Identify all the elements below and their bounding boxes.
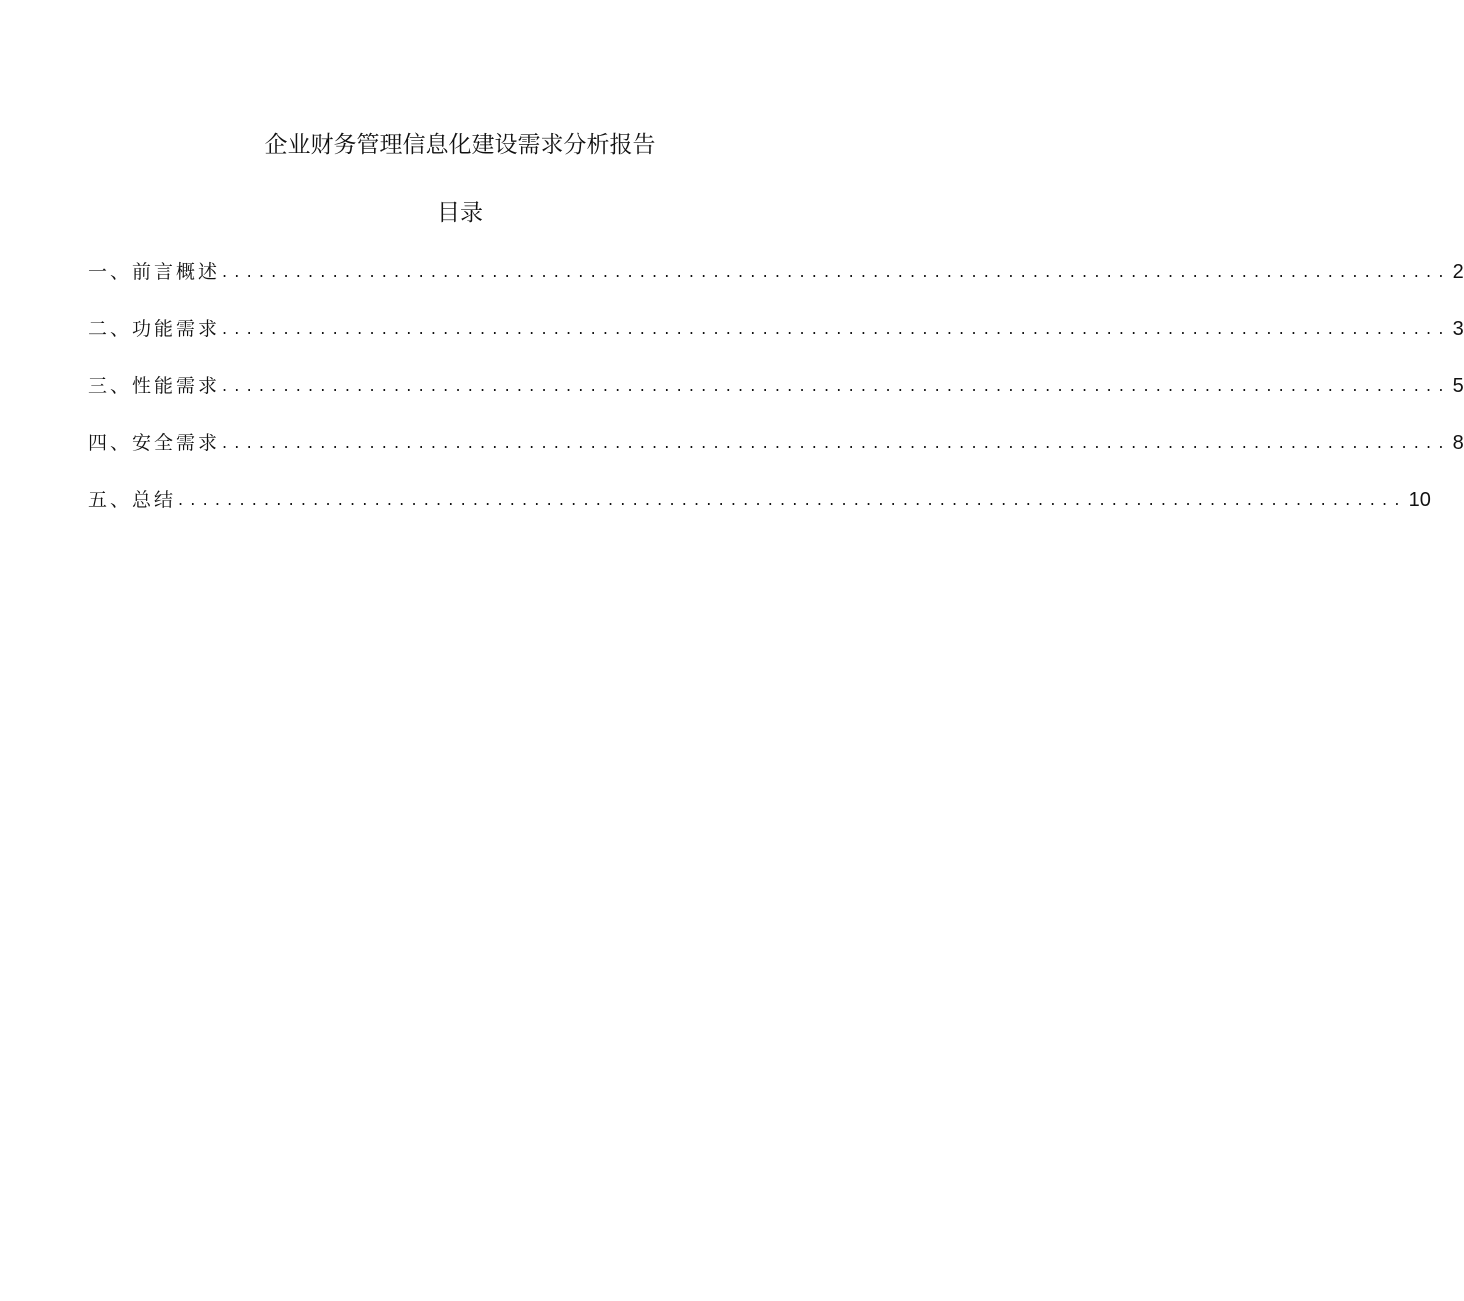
toc-heading: 目录 [437,200,483,226]
toc-page-number: 10 [1408,489,1431,511]
toc-entry-functional[interactable] [88,309,1464,349]
toc-entry-label: 一、前言概述 [88,261,221,283]
toc-entry-label: 三、性能需求 [88,375,221,397]
toc-entry-label: 五、总结 [88,489,177,511]
toc-page-number: 3 [1452,318,1464,340]
table-of-contents [88,252,1464,537]
toc-entry-security[interactable] [88,423,1464,463]
toc-entry-preface[interactable] [88,252,1464,292]
toc-dot-leader: .................................................................................................... [222,319,1451,338]
document-title: 企业财务管理信息化建设需求分析报告 [264,132,656,158]
toc-dot-leader: .................................................................................................... [222,262,1451,281]
toc-page-number: 2 [1452,261,1464,283]
toc-entry-label: 四、安全需求 [88,432,221,454]
toc-entry-summary[interactable] [88,480,1431,520]
toc-dot-leader: .................................................................................................... [222,433,1451,452]
toc-page-number: 8 [1452,432,1464,454]
toc-page-number: 5 [1452,375,1464,397]
toc-dot-leader: .................................................................................................... [178,490,1407,509]
toc-entry-performance[interactable] [88,366,1464,406]
toc-dot-leader: .................................................................................................... [222,376,1451,395]
toc-entry-label: 二、功能需求 [88,318,221,340]
